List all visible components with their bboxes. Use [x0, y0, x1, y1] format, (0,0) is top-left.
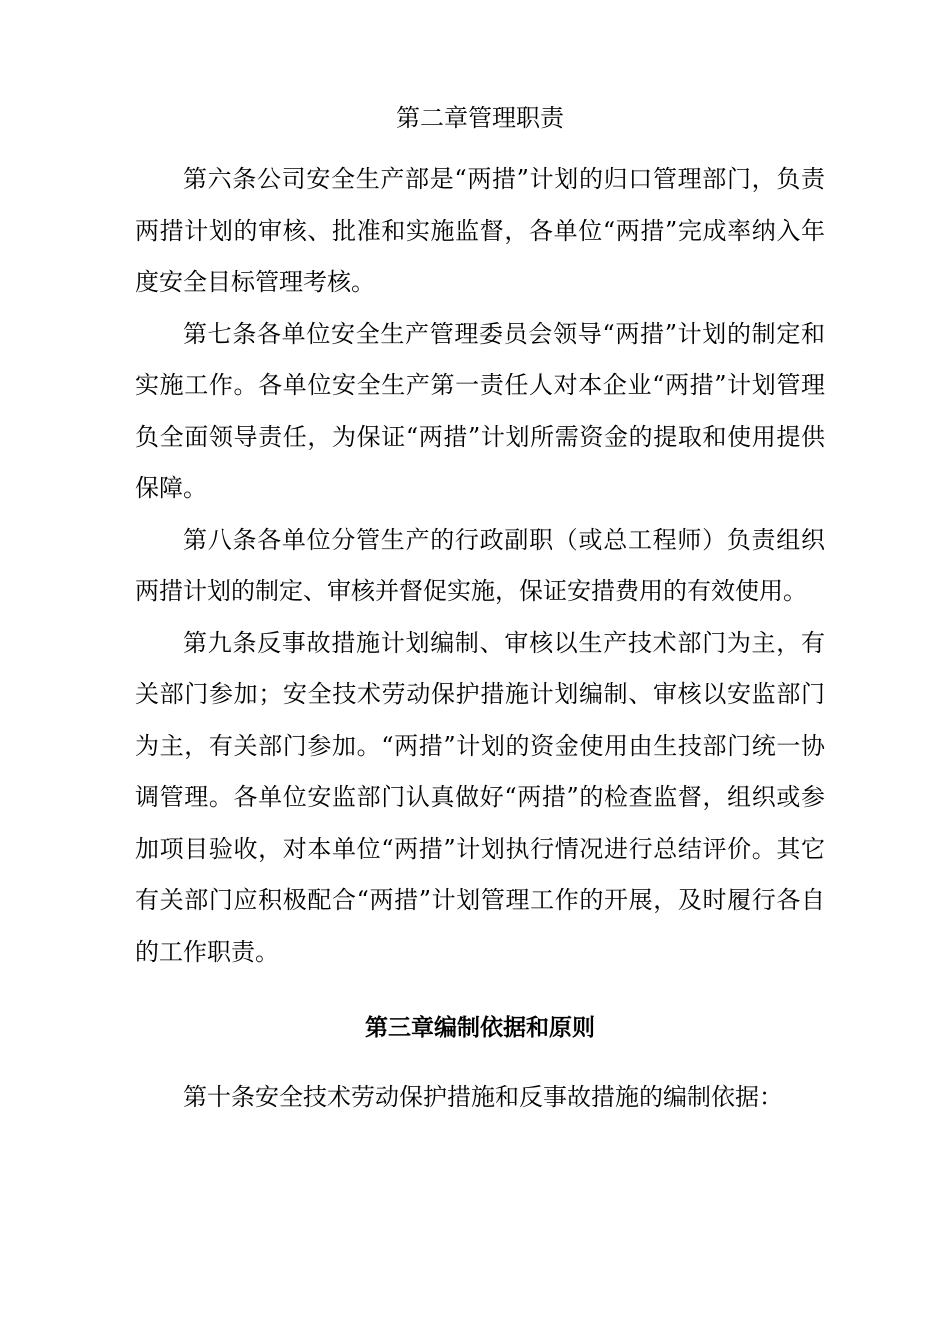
chapter-2-title: 第二章管理职责: [396, 104, 564, 132]
article-10: 第十条安全技术劳动保护措施和反事故措施的编制依据：: [183, 1083, 783, 1111]
article-8: 第八条各单位分管生产的行政副职（或总工程师）负责组织两措计划的制定、审核并督促实施，保证安措费用的有效使用。: [135, 525, 825, 605]
article-9: 第九条反事故措施计划编制、审核以生产技术部门为主，有关部门参加；安全技术劳动保护措施计划编制、审核以安监部门为主，有关部门参加。“两措”计划的资金使用由生技部门统一协调管理。各单位安监部门认真做好“两措”的检查监督，组织或参加项目验收，对本单位“两措”计划执行情况进行总结评价。其它有关部门应积极配合“两措”计划管理工作的开展，及时履行各自的工作职责。: [135, 628, 825, 966]
article-7: 第七条各单位安全生产管理委员会领导“两措”计划的制定和实施工作。各单位安全生产第一责任人对本企业“两措”计划管理负全面领导责任，为保证“两措”计划所需资金的提取和使用提供保障。: [135, 319, 825, 502]
document-body: [135, 98, 825, 1124]
chapter-3-title: 第三章编制依据和原则: [365, 1015, 595, 1041]
article-6: 第六条公司安全生产部是“两措”计划的归口管理部门，负责两措计划的审核、批准和实施监督，各单位“两措”完成率纳入年度安全目标管理考核。: [135, 165, 825, 296]
